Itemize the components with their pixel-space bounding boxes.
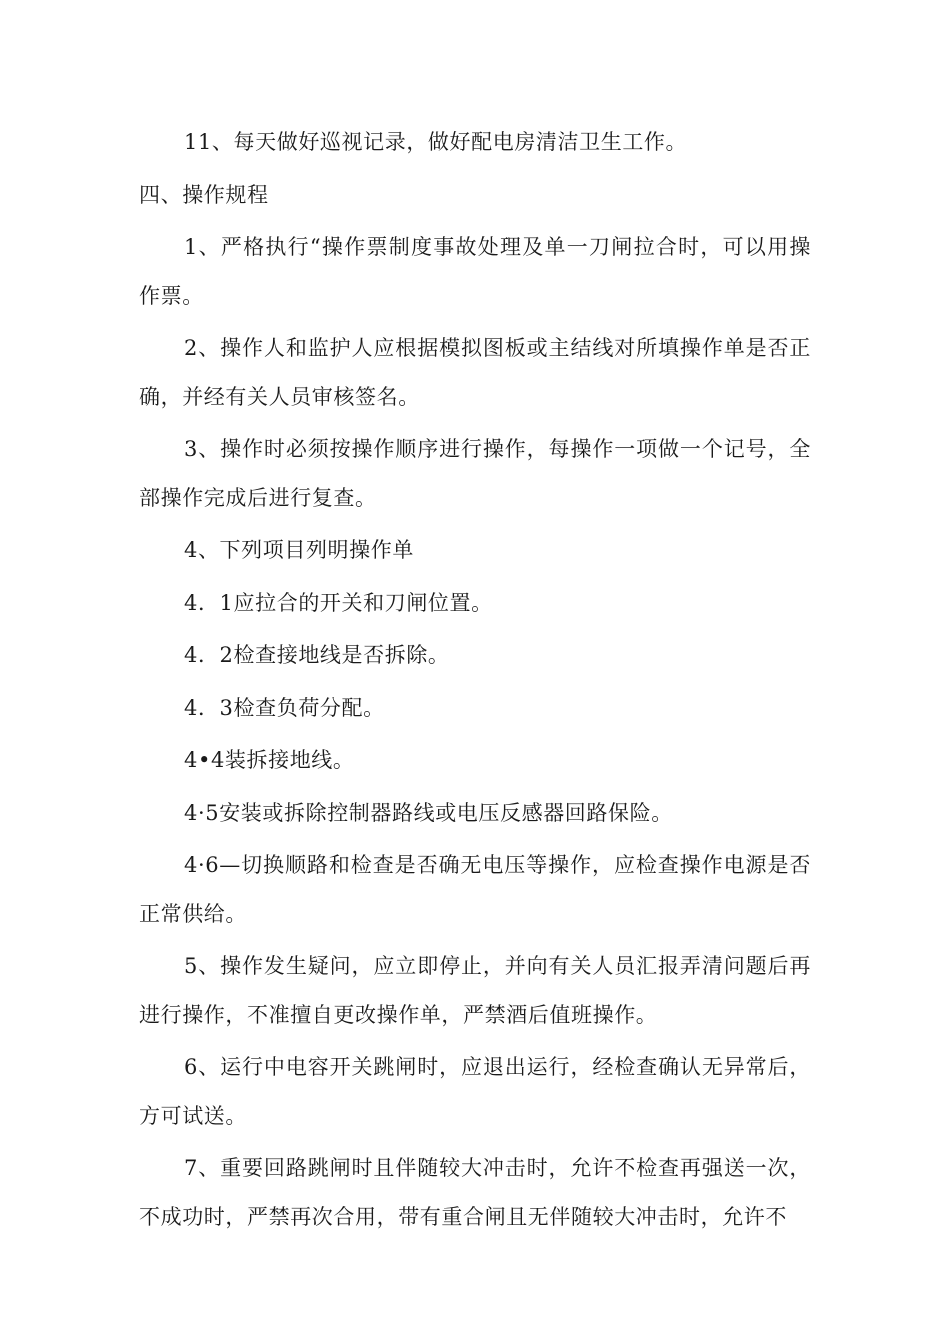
paragraph-item-4-5: 4·5安装或拆除控制器路线或电压反感器回路保险。 (184, 800, 673, 825)
paragraph-item-11: 11、每天做好巡视记录，做好配电房清洁卫生工作。 (184, 130, 688, 154)
paragraph-item-6: 6、运行中电容开关跳闸时，应退出运行，经检查确认无异常后，方可试送。 (139, 1055, 811, 1128)
paragraph-item-7: 7、重要回路跳闸时且伴随较大冲击时，允许不检查再强送一次，不成功时，严禁再次合用，带有重合闸且无伴随较大冲击时，允许不 (139, 1156, 811, 1229)
paragraph-item-4-3: 4．3检查负荷分配。 (184, 695, 385, 720)
paragraph-item-4-6: 4·6—切换顺路和检查是否确无电压等操作，应检查操作电源是否正常供给。 (139, 853, 811, 926)
paragraph-item-4-1: 4．1应拉合的开关和刀闸位置。 (184, 590, 493, 615)
paragraph-item-2: 2、操作人和监护人应根据模拟图板或主结线对所填操作单是否正确，并经有关人员审核签名。 (139, 336, 811, 409)
paragraph-item-4-2: 4．2检查接地线是否拆除。 (184, 643, 450, 667)
paragraph-item-4: 4、下列项目列明操作单 (184, 538, 414, 562)
paragraph-item-3: 3、操作时必须按操作顺序进行操作，每操作一项做一个记号，全部操作完成后进行复查。 (139, 437, 811, 510)
section-heading-operating-procedures: 四、操作规程 (139, 182, 269, 207)
document-body (139, 118, 811, 1245)
paragraph-item-5: 5、操作发生疑问，应立即停止，并向有关人员汇报弄清问题后再进行操作，不准擅自更改操作单，严禁酒后值班操作。 (139, 954, 811, 1027)
paragraph-item-1: 1、严格执行“操作票制度事故处理及单一刀闸拉合时，可以用操作票。 (139, 235, 811, 308)
paragraph-item-4-4: 4•4装拆接地线。 (184, 748, 355, 772)
